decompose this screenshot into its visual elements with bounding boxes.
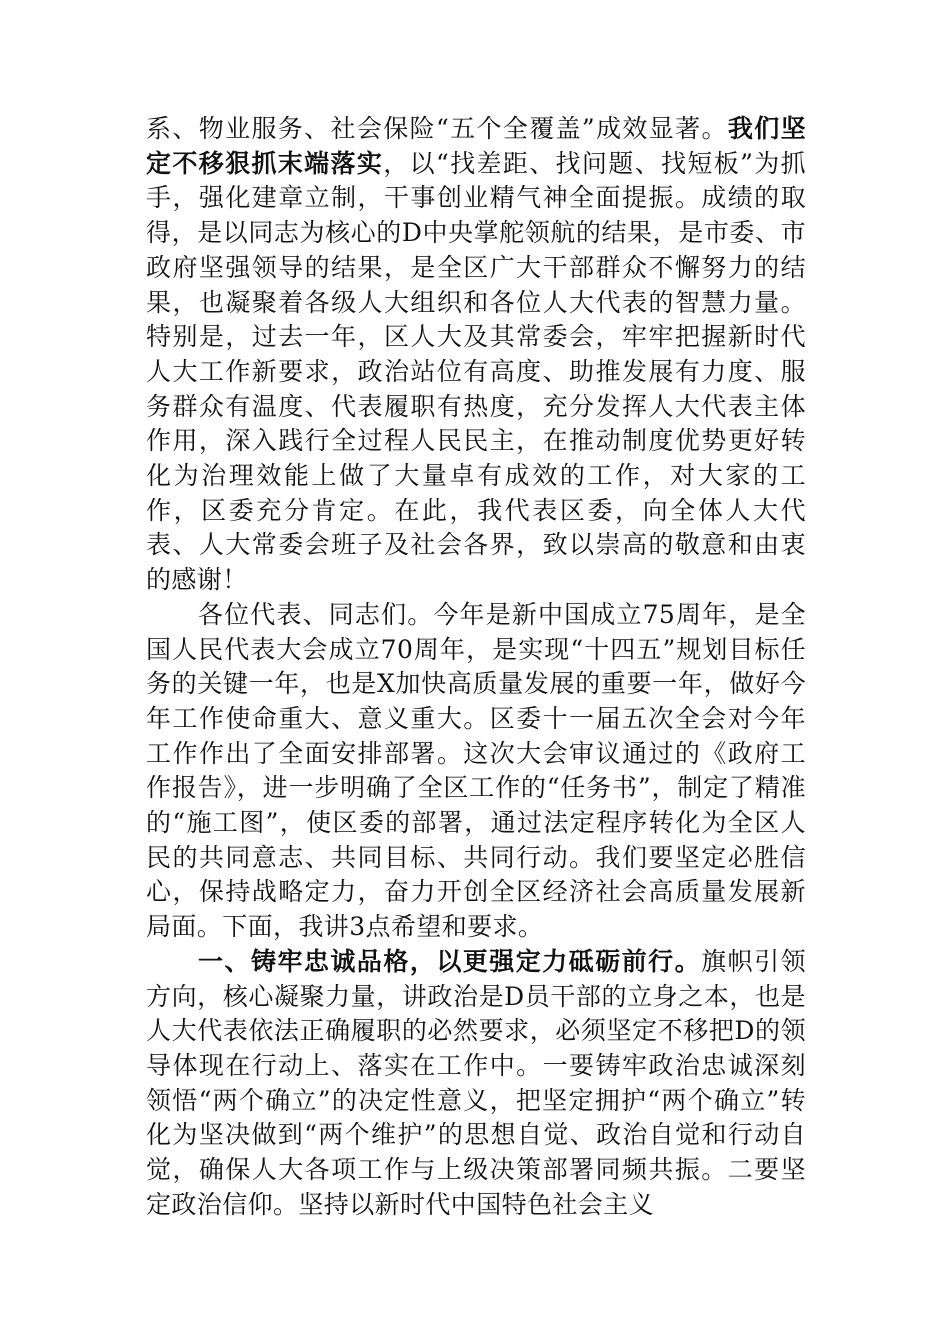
paragraph-1: [146, 112, 806, 598]
paragraph-1-text-end: ，以“找差距、找问题、找短板”为抓手，强化建章立制，干事创业精气神全面提振。成绩的取得，是以同志为核心的D中央掌舵领航的结果，是市委、市政府坚强领导的结果，是全区广大干部群众不懈努力的结果，也凝聚着各级人大组织和各位人大代表的智慧力量。特别是，过去一年，区人大及其常委会，牢牢把握新时代人大工作新要求，政治站位有高度、助推发展有力度、服务群众有温度、代表履职有热度，充分发挥人大代表主体作用，深入践行全过程人民民主，在推动制度优势更好转化为治理效能上做了大量卓有成效的工作，对大家的工作，区委充分肯定。在此，我代表区委，向全体人大代表、人大常委会班子及社会各界，致以崇高的敬意和由衷的感谢！: [146, 148, 806, 595]
paragraph-1-text-start: 系、物业服务、社会保险“五个全覆盖”成效显著。: [146, 114, 728, 143]
document-page: [146, 112, 806, 1223]
paragraph-1-bold-phrase: 我们坚定不移狠抓末端落实: [146, 114, 806, 178]
paragraph-3: [146, 945, 806, 1223]
paragraph-2: 各位代表、同志们。今年是新中国成立75周年，是全国人民代表大会成立70周年，是实现“十四五”规划目标任务的关键一年，也是X加快高质量发展的重要一年，做好今年工作使命重大、意义重大。区委十一届五次全会对今年工作作出了全面安排部署。这次大会审议通过的《政府工作报告》，进一步明确了全区工作的“任务书”，制定了精准的“施工图”，使区委的部署，通过法定程序转化为全区人民的共同意志、共同目标、共同行动。我们要坚定必胜信心，保持战略定力，奋力开创全区经济社会高质量发展新局面。下面，我讲3点希望和要求。: [146, 599, 806, 942]
paragraph-3-text: 旗帜引领方向，核心凝聚力量，讲政治是D员干部的立身之本，也是人大代表依法正确履职的必然要求，必须坚定不移把D的领导体现在行动上、落实在工作中。一要铸牢政治忠诚深刻领悟“两个确立”的决定性意义，把坚定拥护“两个确立”转化为坚决做到“两个维护”的思想自觉、政治自觉和行动自觉，确保人大各项工作与上级决策部署同频共振。二要坚定政治信仰。坚持以新时代中国特色社会主义: [146, 946, 806, 1219]
section-heading-1: 一、铸牢忠诚品格，以更强定力砥砺前行。: [198, 946, 702, 976]
